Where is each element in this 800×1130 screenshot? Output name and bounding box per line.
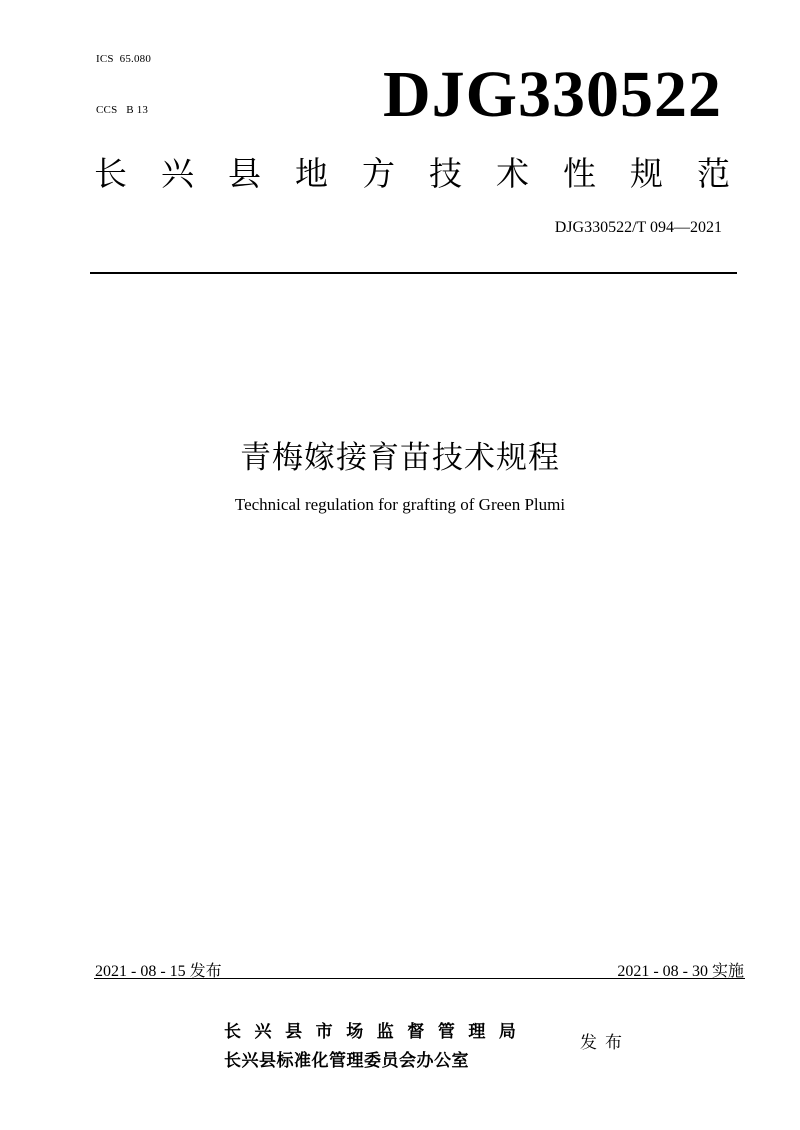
issuer-char: 督 [407,1022,425,1042]
standard-type-char: 地 [295,154,328,193]
standard-type-char: 县 [228,154,261,193]
issuer-char: 理 [468,1022,486,1042]
issuer-char: 局 [498,1022,516,1042]
document-title-chinese: 青梅嫁接育苗技术规程 [240,440,560,476]
standard-type-char: 技 [429,154,462,193]
footer-divider [94,978,745,979]
implementation-date: 2021 - 08 - 30 实施 [617,963,744,980]
issuer-char: 市 [315,1022,333,1042]
issuer-market-supervision [224,1017,516,1042]
standard-type-char: 性 [563,154,596,193]
issuer-standardization-office: 长兴县标准化管理委员会办公室 [224,1051,469,1071]
ccs-code: CCS B 13 [96,104,149,116]
standard-type-char: 方 [362,154,395,193]
issuer-char: 场 [346,1022,364,1042]
issuer-char: 兴 [254,1022,272,1042]
issue-date: 2021 - 08 - 15 发布 [95,963,222,980]
standard-type-char: 长 [94,154,127,193]
header-divider [90,272,737,274]
standard-code: DJG330522 [383,58,722,131]
issuer-char: 长 [224,1022,241,1042]
ics-code: ICS 65.080 [96,53,152,65]
standard-type-char: 兴 [161,154,194,193]
standard-type-char: 规 [630,154,663,193]
issuer-char: 监 [376,1022,394,1042]
document-number: DJG330522/T 094—2021 [554,219,722,236]
issuer-char: 管 [437,1022,455,1042]
publish-label: 发布 [580,1033,630,1053]
standard-type-char: 范 [697,154,730,193]
standard-type [94,156,730,192]
standard-type-char: 术 [496,154,529,193]
issuer-char: 县 [285,1022,303,1042]
document-title-english: Technical regulation for grafting of Green Plumi [234,495,566,514]
